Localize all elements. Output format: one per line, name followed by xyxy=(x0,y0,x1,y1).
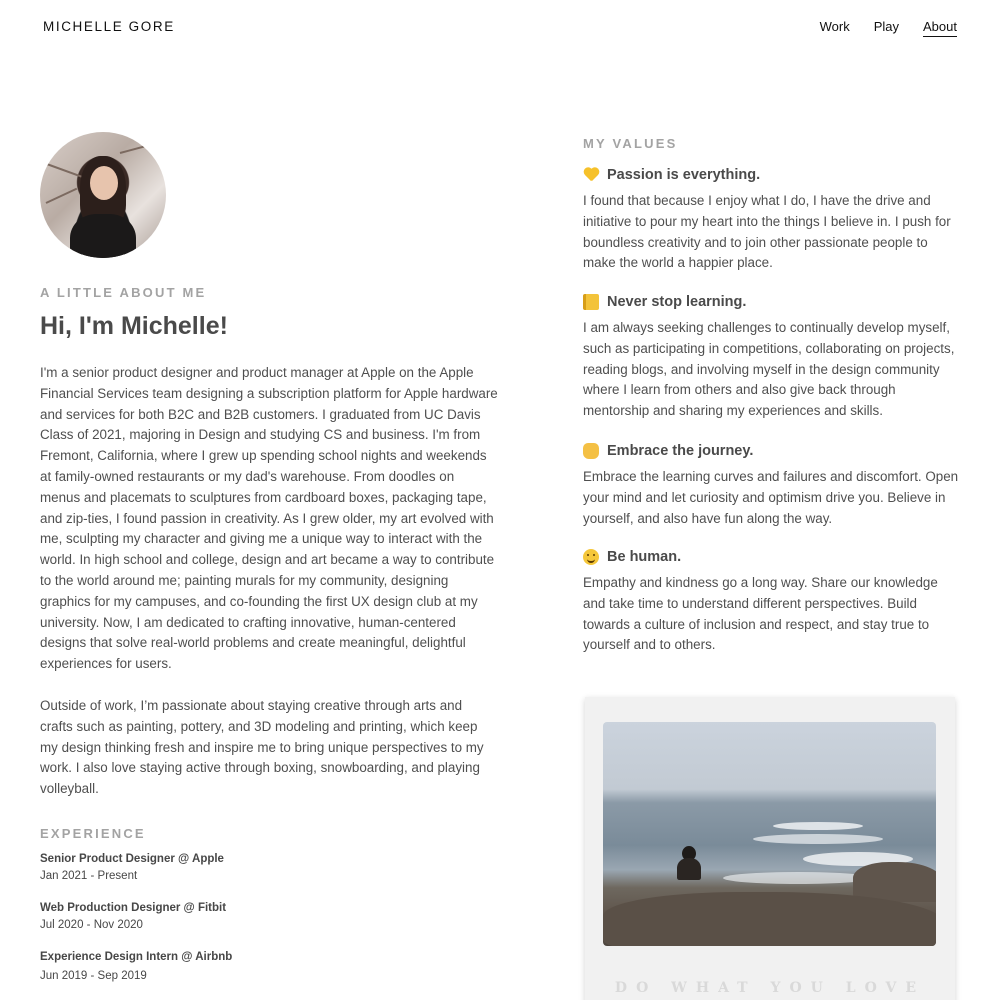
bio-paragraph-2: Outside of work, I’m passionate about staying creative through arts and crafts such as painting, pottery, and 3D modeling and printing, which keep my design thinking fresh and inspire me to bring unique perspectives to my work. I also love staying active through boxing, snowboarding, and playing volleyball. xyxy=(40,698,484,797)
value-item-journey xyxy=(583,441,963,529)
experience-item xyxy=(40,951,232,982)
polaroid-caption: DO WHAT YOU LOVE xyxy=(614,980,926,996)
values-section-label: MY VALUES xyxy=(583,136,678,151)
page-title: Hi, I'm Michelle! xyxy=(40,312,228,340)
experience-section-label: EXPERIENCE xyxy=(40,826,146,841)
experience-role: Senior Product Designer @ Apple xyxy=(40,853,224,865)
experience-dates: Jul 2020 - Nov 2020 xyxy=(40,919,143,931)
nav-play-link[interactable]: Play xyxy=(873,19,900,34)
site-brand[interactable]: MICHELLE GORE xyxy=(43,19,175,34)
notebook-icon xyxy=(583,294,599,310)
experience-item xyxy=(40,902,226,931)
value-title: Embrace the journey. xyxy=(607,443,754,459)
bio-paragraph-1: I'm a senior product designer and product manager at Apple on the Apple Financial Services team designing a subscription platform for Apple hardware and services for both B2C and B2B customers. I graduated from UC Davis Class of 2021, majoring in Design and studying CS and business. I'm from Fremont, California, where I grew up spending school nights and weekends at family-owned restaurants or my dad's warehouse. From doodles on menus and placemats to sculptures from cardboard boxes, packaging tape, and zip-ties, I found passion in creativity. As I grew older, my art evolved with me, sculpting my character and giving me a unique way to interact with the world. In high school and college, design and art became a way to contribute to the world around me; painting murals for my community, designing graphics for my campuses, and co-founding the first UX design club at my university. Now, I am dedicated to crafting innovative, human-centered designs that solve real-world problems and create meaningful, delightful experiences for users. xyxy=(40,365,498,672)
person-figure xyxy=(677,846,701,880)
experience-dates: Jan 2021 - Present xyxy=(40,870,138,882)
value-item-passion xyxy=(583,165,963,274)
main-nav xyxy=(820,19,957,37)
value-title: Be human. xyxy=(607,549,682,565)
value-item-human xyxy=(583,547,963,656)
nav-work-link[interactable]: Work xyxy=(819,19,850,34)
smiling-face-icon xyxy=(583,549,599,565)
experience-dates: Jun 2019 - Sep 2019 xyxy=(40,970,147,982)
value-body: I am always seeking challenges to continually develop myself, such as participating in competitions, collaborating on projects, reading blogs, and involving myself in the design community where I learn from others and also give back through mentorship and sharing my experiences and skills. xyxy=(583,320,955,419)
value-title: Passion is everything. xyxy=(607,167,761,183)
site-header xyxy=(0,0,1000,56)
value-body: Embrace the learning curves and failures and discomfort. Open your mind and let curiosity and optimism drive you. Believe in yourself, and also have fun along the way. xyxy=(583,469,959,526)
experience-role: Web Production Designer @ Fitbit xyxy=(40,902,227,914)
experience-role: Experience Design Intern @ Airbnb xyxy=(40,951,233,963)
raised-fist-icon xyxy=(583,443,599,459)
value-body: Empathy and kindness go a long way. Share our knowledge and take time to understand different perspectives. Build towards a culture of inclusion and respect, and stay true to yourself and to others. xyxy=(583,575,938,653)
value-body: I found that because I enjoy what I do, I have the drive and initiative to pour my heart into the things I believe in. I push for boundless creativity and to join other passionate people to make the world a happier place. xyxy=(583,193,951,271)
value-title: Never stop learning. xyxy=(607,294,747,310)
yellow-heart-icon xyxy=(583,167,599,183)
profile-photo xyxy=(40,132,166,258)
about-section-label: A LITTLE ABOUT ME xyxy=(40,285,207,300)
ocean-photo xyxy=(603,722,936,946)
polaroid-photo-card xyxy=(585,697,955,1000)
nav-about-link[interactable]: About xyxy=(923,19,957,37)
experience-item xyxy=(40,853,224,882)
value-item-learning xyxy=(583,292,963,422)
